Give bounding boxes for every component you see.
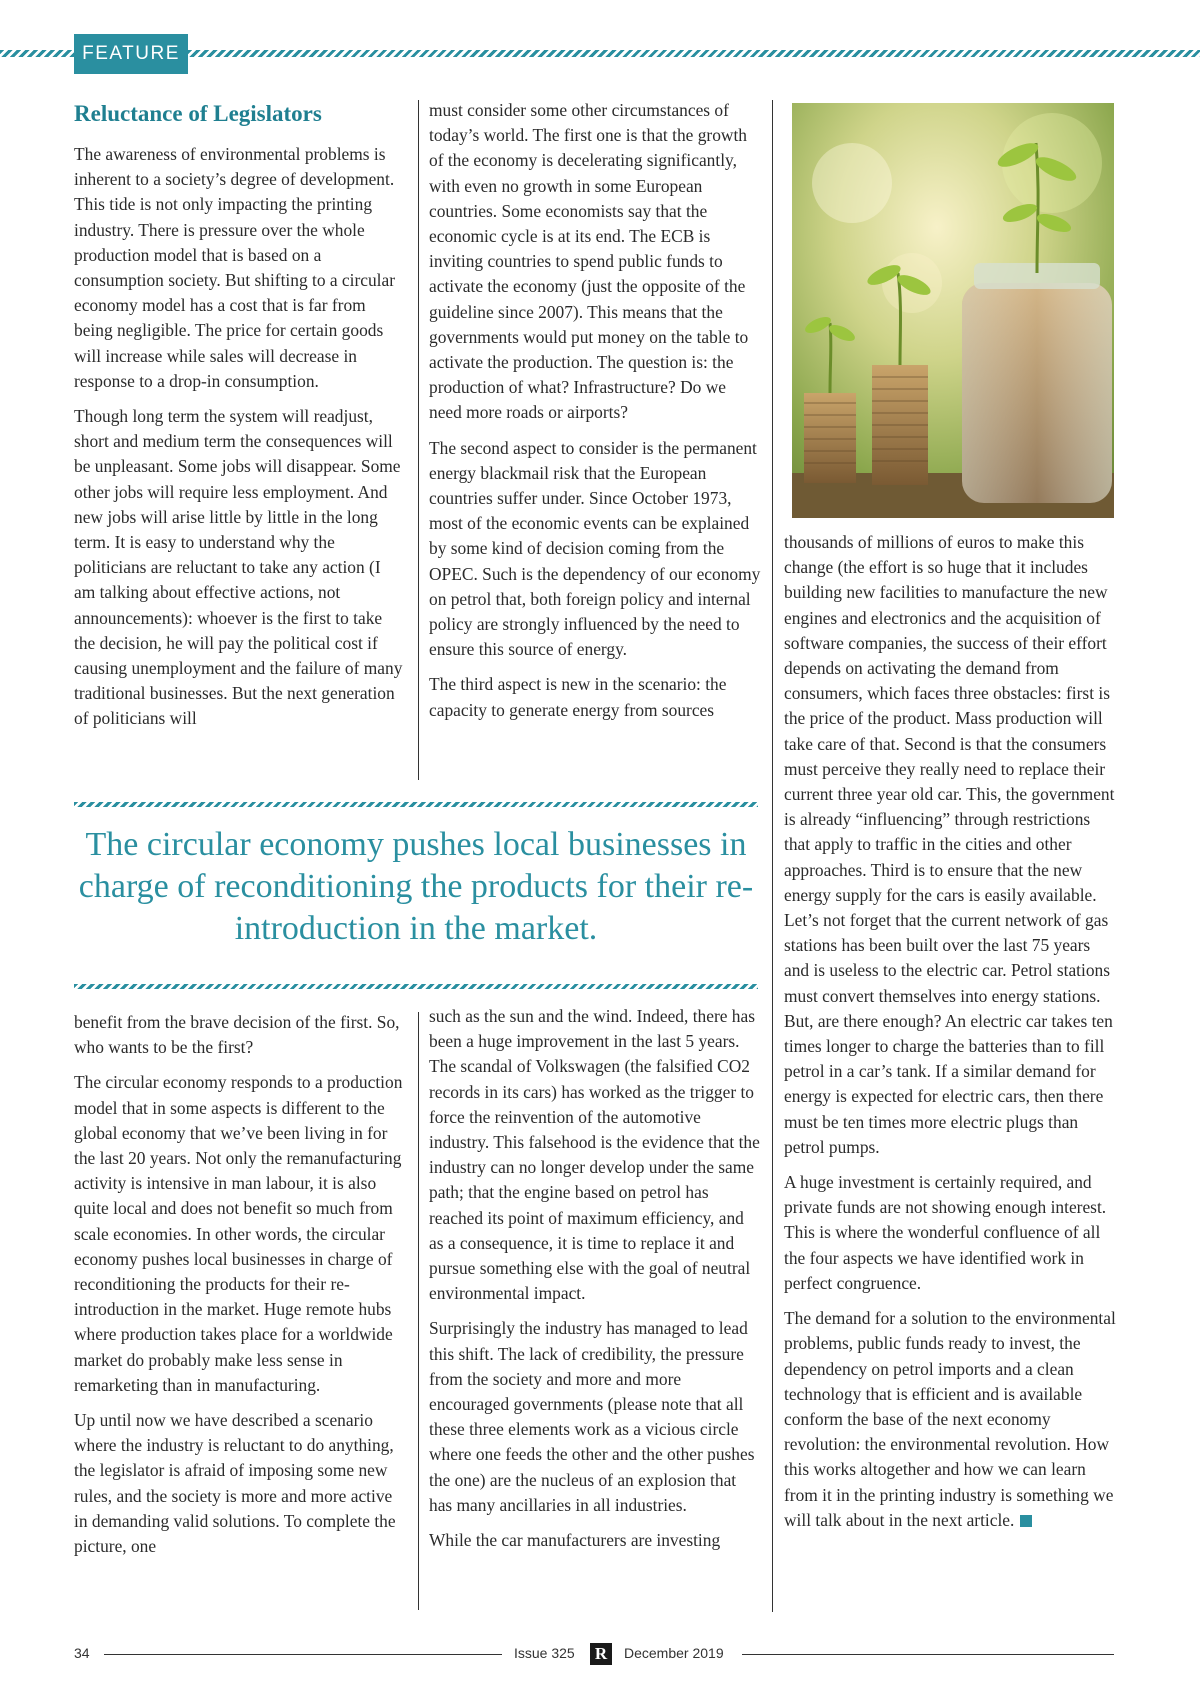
paragraph: The circular economy responds to a production model that in some aspects is different to the global economy that we’ve been living in for the last 20 years. Not only the remanufacturing activity is intensive in man labour, it is also quite local and does not benefit so much from scale economies. In other words, the circular economy pushes local businesses in charge of reconditioning the products for their re-introduction in the market. Huge remote hubs where production takes place for a worldwide market do probably make less sense in remarketing than in manufacturing. [74, 1072, 403, 1395]
column-3 [784, 530, 1116, 1612]
header-hatch-left [0, 50, 74, 57]
paragraph: A huge investment is certainly required, and private funds are not showing enough interest. This is where the wonderful confluence of all the four aspects we have identified work in perfect congruence. [784, 1172, 1107, 1293]
end-of-article-mark [1020, 1515, 1032, 1527]
pull-quote: The circular economy pushes local businesses in charge of reconditioning the products for their re-introduction in the market. [78, 826, 754, 947]
magazine-logo: R [590, 1643, 612, 1665]
column-divider [418, 1012, 419, 1610]
paragraph [784, 1306, 1116, 1533]
paragraph-text: The demand for a solution to the environmental problems, public funds ready to invest, the dependency on petrol imports and a clean technology that is efficient and is available conform the base of the next economy revolution: the environmental revolution. How this works altogether and how we can learn from it in the printing industry is something we will talk about in the next article. [784, 1308, 1116, 1530]
page-footer [74, 1643, 1114, 1667]
paragraph: The third aspect is new in the scenario: the capacity to generate energy from sources [429, 674, 727, 720]
header-hatch-right [188, 50, 1200, 57]
paragraph: must consider some other circumstances of today’s world. The first one is that the growth of the economy is decelerating significantly, with even no growth in some European countries. Some economists say that the economic cycle is at its end. The ECB is inviting countries to spend public funds to activate the economy (just the opposite of the guideline since 2007). This means that the governments would put money on the table to activate the production. The question is: the production of what? Infrastructure? Do we need more roads or airports? [429, 100, 749, 423]
column-1-top [74, 100, 406, 790]
issue-number: Issue 325 [514, 1645, 575, 1661]
pullquote-rule-bottom [74, 984, 758, 989]
paragraph: benefit from the brave decision of the first. So, who wants to be the first? [74, 1012, 400, 1058]
paragraph: Though long term the system will readjust, short and medium term the consequences will be unpleasant. Some jobs will disappear. Some other jobs will require less employment. And new jobs will arise little by little in the long term. It is easy to understand why the politicians are reluctant to take any action (I am talking about effective actions, not announcements): whoever is the first to take the decision, he will pay the political cost if causing unemployment and the failure of many traditional businesses. But the next generation of politicians will [74, 406, 403, 729]
page-number: 34 [74, 1645, 90, 1661]
pullquote-rule-top [74, 802, 758, 807]
paragraph: thousands of millions of euros to make this change (the effort is so huge that it includes building new facilities to manufacture the new engines and electronics and the acquisition of software companies, the success of their effort depends on activating the demand from consumers, which faces three obstacles: first is the price of the product. Mass production will take care of that. Second is that the consumers must perceive they really need to replace their current three year old car. This, the government is already “influencing” through restrictions that apply to traffic in the cities and other approaches. Third is to ensure that the new energy supply for the cars is easily available. Let’s not forget that the current network of gas stations has been built over the last 75 years and is useless to the electric car. Petrol stations must convert themselves into energy stations. But, are there enough? An electric car takes ten times longer to charge the batteries than to fill petrol in a car’s tank. If a similar demand for energy is expected for electric cars, then there must be ten times more electric plugs than petrol pumps. [784, 532, 1115, 1157]
footer-rule-right [742, 1654, 1114, 1655]
issue-date: December 2019 [624, 1645, 724, 1661]
column-2-bottom [429, 1004, 761, 1610]
section-label: FEATURE [74, 34, 188, 74]
column-divider [418, 100, 419, 780]
paragraph: While the car manufacturers are investing [429, 1530, 721, 1551]
section-heading: Reluctance of Legislators [74, 101, 322, 126]
paragraph: such as the sun and the wind. Indeed, there has been a huge improvement in the last 5 years. The scandal of Volkswagen (the falsified CO2 records in its cars) has worked as the trigger to force the reinvention of the automotive industry. This falsehood is the evidence that the industry can no longer develop under the same path; that the engine based on petrol has reached its point of maximum efficiency, and as a consequence, it is time to replace it and pursue something else with the goal of neutral environmental impact. [429, 1006, 760, 1304]
paragraph: The awareness of environmental problems is inherent to a society’s degree of development. This tide is not only impacting the printing industry. There is pressure over the whole production model that is based on a consumption society. But shifting to a circular economy model has a cost that is far from being negligible. The price for certain goods will increase while sales will decrease in response to a drop-in consumption. [74, 144, 396, 391]
footer-rule-left [104, 1654, 502, 1655]
paragraph: Up until now we have described a scenario where the industry is reluctant to do anything, the legislator is afraid of imposing some new rules, and the society is more and more active in demanding valid solutions. To complete the picture, one [74, 1410, 396, 1557]
money-plant-photo [792, 103, 1114, 518]
column-1-bottom [74, 1010, 406, 1610]
paragraph: The second aspect to consider is the permanent energy blackmail risk that the European countries suffer under. Since October 1973, most of the economic events can be explained by some kind of decision coming from the OPEC. Such is the dependency of our economy on petrol that, both foreign policy and internal policy are strongly influenced by the need to ensure this source of energy. [429, 437, 761, 660]
column-2-top [429, 98, 761, 780]
column-divider [772, 100, 773, 1612]
paragraph: Surprisingly the industry has managed to lead this shift. The lack of credibility, the pressure from the society and more and more encouraged governments (please note that all these three elements work as a vicious circle where one feeds the other and the other pushes the one) are the nucleus of an explosion that has many ancillaries in all industries. [429, 1318, 755, 1515]
